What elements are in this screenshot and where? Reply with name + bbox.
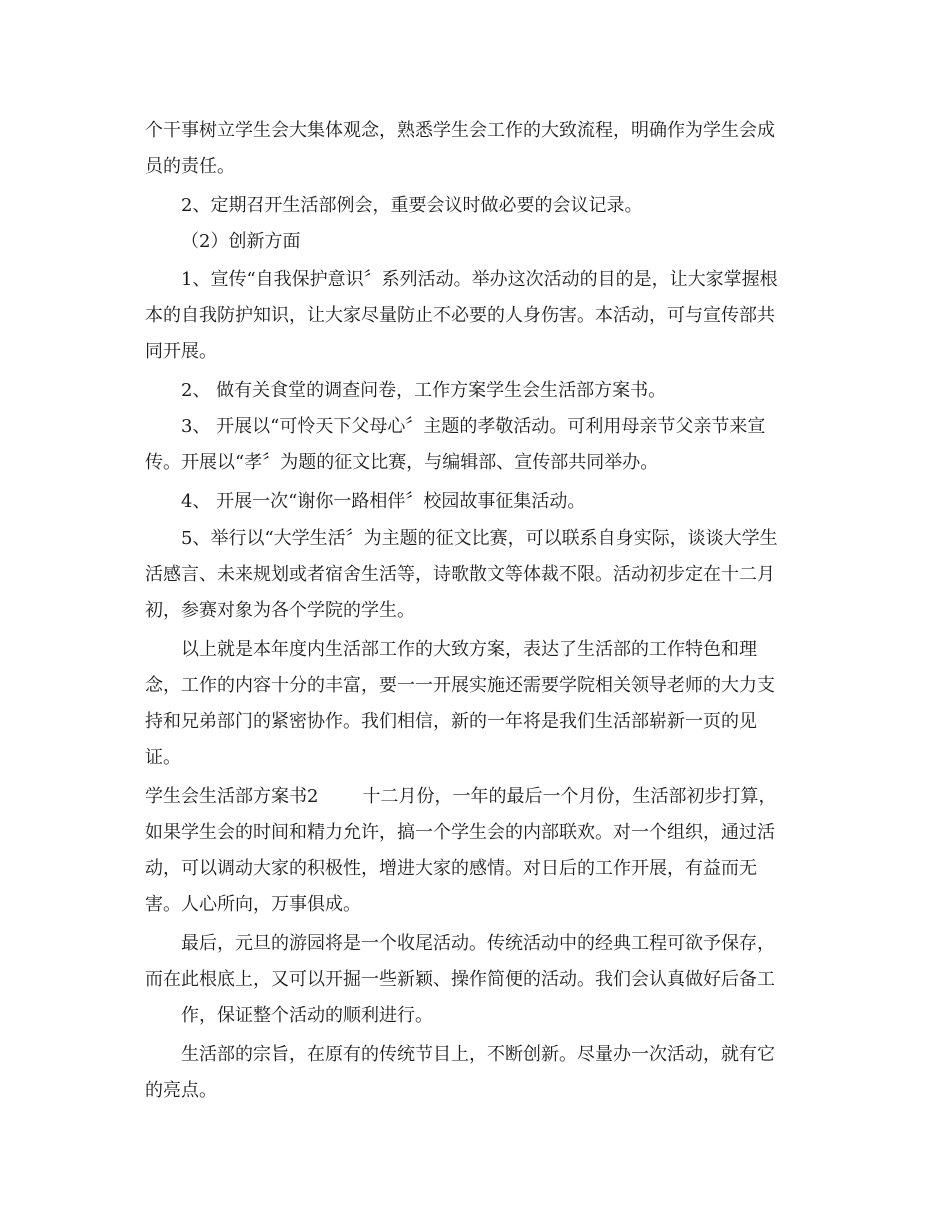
text-line-21: 动，可以调动大家的积极性，增进大家的感情。对日后的工作开展，有益而无: [145, 858, 757, 879]
text-line-04: （2）创新方面: [181, 231, 301, 252]
text-line-12: 5、举行以“大学生活〞为主题的征文比赛，可以联系自身实际，谈谈大学生: [181, 528, 778, 549]
text-line-10: 传。开展以“孝〞为题的征文比赛，与编辑部、宣传部共同举办。: [145, 452, 659, 473]
text-line-15: 以上就是本年度内生活部工作的大致方案，表达了生活部的工作特色和理: [181, 639, 757, 660]
text-line-14: 初，参赛对象为各个学院的学生。: [145, 600, 415, 621]
text-line-23: 最后，元旦的游园将是一个收尾活动。传统活动中的经典工程可欲予保存，: [181, 933, 775, 954]
text-line-25: 作，保证整个活动的顺利进行。: [181, 1005, 433, 1026]
text-line-03: 2、定期召开生活部例会，重要会议时做必要的会议记录。: [181, 195, 643, 216]
text-line-07: 同开展。: [145, 341, 217, 362]
text-line-09: 3、 开展以“可怜天下父母心〞主题的孝敬活动。可利用母亲节父亲节来宣: [181, 416, 766, 437]
text-line-16: 念，工作的内容十分的丰富，要一一开展实施还需要学院相关领导老师的大力支: [145, 675, 775, 696]
text-line-01: 个干事树立学生会大集体观念，熟悉学生会工作的大致流程，明确作为学生会成: [145, 120, 775, 141]
text-line-13: 活感言、未来规划或者宿舍生活等，诗歌散文等体裁不限。活动初步定在十二月: [145, 564, 775, 585]
section-title: 学生会生活部方案书2: [145, 786, 319, 807]
text-line-19: [145, 786, 776, 808]
text-line-22: 害。人心所向，万事俱成。: [145, 894, 361, 915]
text-line-17: 持和兄弟部门的紧密协作。我们相信，新的一年将是我们生活部崭新一页的见: [145, 711, 757, 732]
text-line-24: 而在此根底上，又可以开掘一些新颖、操作简便的活动。我们会认真做好后备工: [145, 969, 775, 990]
text-line-05: 1、宣传“自我保护意识〞系列活动。举办这次活动的目的是，让大家掌握根: [181, 269, 778, 290]
text-line-08: 2、 做有关食堂的调查问卷，工作方案学生会生活部方案书。: [181, 380, 667, 401]
section-first-line: 十二月份，一年的最后一个月份，生活部初步打算，: [362, 786, 777, 807]
text-line-20: 如果学生会的时间和精力允许，搞一个学生会的内部联欢。对一个组织，通过活: [145, 822, 775, 843]
text-line-26: 生活部的宗旨，在原有的传统节目上，不断创新。尽量办一次活动，就有它: [181, 1044, 775, 1065]
text-line-06: 本的自我防护知识，让大家尽量防止不必要的人身伤害。本活动，可与宣传部共: [145, 305, 775, 326]
text-line-02: 员的责任。: [145, 156, 235, 177]
text-line-11: 4、 开展一次“谢你一路相伴〞校园故事征集活动。: [181, 491, 586, 512]
text-line-18: 证。: [145, 747, 181, 768]
text-line-27: 的亮点。: [145, 1080, 217, 1101]
